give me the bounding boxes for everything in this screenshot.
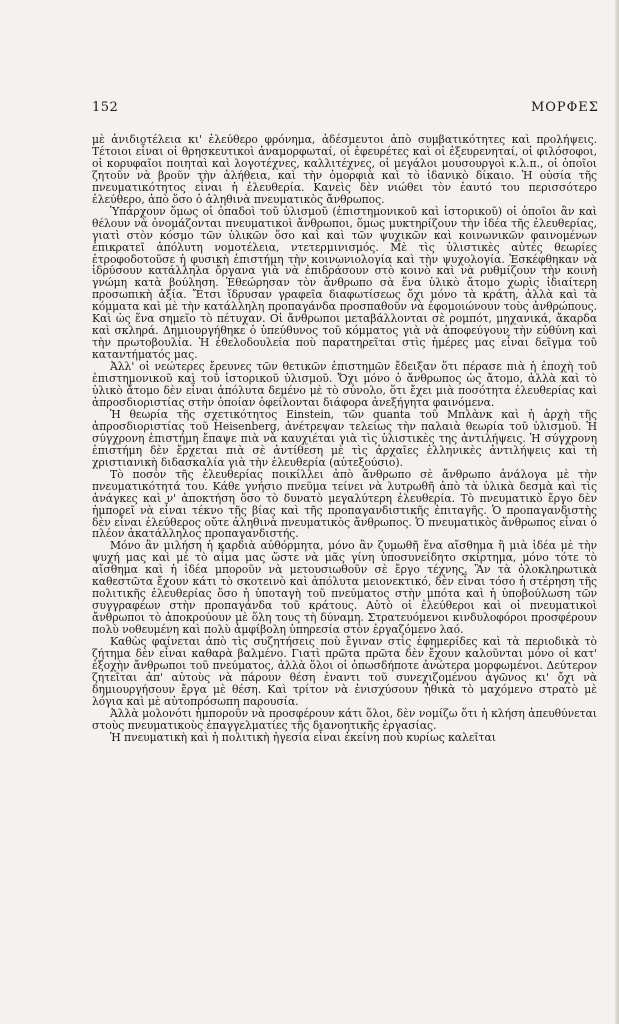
page-edge: [615, 0, 619, 1024]
running-head: ΜΟΡΦΕΣ: [530, 100, 599, 115]
paragraph: Καθὼς φαίνεται ἀπὸ τὶς συζητήσεις ποὺ ἔγιναν στὶς ἐφημερίδες καὶ τὰ περιοδικὰ τὸ ζήτημα δὲν εἶναι καθαρὰ βαλμένο. Γιατὶ πρῶτα πρῶτα δὲν ἔχουν καλοῦνται μόνο οἱ κατ' ἐξοχὴν ἄνθρωποι τοῦ πνεύματος, ἀλλὰ ὅλοι οἱ ὁπωσδήποτε ἀνώτερα μορφωμένοι. Δεύτερον ζητεῖται ἀπ' αὐτοὺς νὰ πάρουν θέση ἐναντι τοῦ συνεχιζομένου ἀγῶνος κι' ὄχι νὰ δημιουργήσουν ἔργα μὲ θέση. Καὶ τρίτον νὰ ἐνισχύσουν ἠθικὰ τὸ μαχόμενο στρατὸ μὲ λόγια καὶ μὲ αὐτοπρόσωπη παρουσία.: [92, 635, 597, 708]
page-number: 152: [92, 100, 119, 115]
paragraph: Ἡ πνευματικὴ καὶ ἡ πολιτικὴ ἡγεσία εἶναι ἐκείνη ποὺ κυρίως καλεῖται: [110, 730, 496, 744]
paragraph: Μόνο ἂν μιλήση ἡ καρδιὰ αὐθόρμητα, μόνο ἂν ζυμωθῆ ἕνα αἴσθημα ἢ μιὰ ἰδέα μὲ τὴν ψυχή μας καὶ μὲ τὸ αἷμα μας ὥστε νὰ μᾶς γίνη ὑποσυνείδητο σκίρτημα, μόνο τότε τὸ αἴσθημα καὶ ἡ ἰδέα μποροῦν νὰ μετουσιωθοῦν σὲ ἔργο τέχνης. Ἂν τὰ ὁλοκληρωτικὰ καθεστῶτα ἔχουν κάτι τὸ σκοτεινὸ καὶ ἀπόλυτα μειονεκτικό, δὲν εἶναι τόσο ἡ στέρηση τῆς πολιτικῆς ἐλευθερίας ὅσο ἡ ὑποταγὴ τοῦ πνεύματος στὴν μπότα καὶ ἡ ὑποβούλωση τῶν συγγραφέων στὴν προπαγάνδα τοῦ κράτους. Αὐτὸ οἱ ἐλεύθεροι καὶ οἱ πνευματικοὶ ἄνθρωποι τὸ ἀποκρούουν μὲ ὅλη τους τὴ δύναμη. Στρατευόμενοι κινδυλοφόροι προσφέρουν πολὺ νοθευμένη καὶ πολὺ ἀμφίβολη ὑπηρεσία στὸν ἐργαζόμενο λαό.: [92, 539, 597, 637]
paragraph: μὲ ἀνιδιοτέλεια κι' ἐλεύθερο φρόνημα, ἀδέσμευτοι ἀπὸ συμβατικότητες καὶ προλήψεις. Τέτοιοι εἶναι οἱ θρησκευτικοὶ ἀναμορφωταί, οἱ ἐφευρέτες καὶ οἱ ἐξευρενηταί, οἱ φιλόσοφοι, οἱ κορυφαῖοι ποιηταὶ καὶ λογοτέχνες, καλλιτέχνες, οἱ μεγάλοι μουσουργοὶ κ.λ.π., οἱ ὁποῖοι ζητοῦν νὰ βροῦν τὴν ἀλήθεια, καὶ τὴν ὀμορφιὰ καὶ τὸ ἰδανικὸ δίκαιο. Ἡ οὐσία τῆς πνευματικότητος εἶναι ἡ ἐλευθερία. Κανεὶς δὲν νιώθει τὸν ἑαυτό του περισσότερο ἐλεύθερο, ἀπὸ ὅσο ὁ ἀληθινὰ πνευματικὸς ἄνθρωπος.: [92, 133, 597, 206]
paragraph: Ἀλλ' οἱ νεώτερες ἔρευνες τῶν θετικῶν ἐπιστημῶν ἔδειξαν ὅτι πέρασε πιὰ ἡ ἐποχὴ τοῦ ἐπιστημονικοῦ καὶ τοῦ ἱστορικοῦ ὑλισμοῦ. Ὄχι μόνο ὁ ἄνθρωπος ὡς ἄτομο, ἀλλὰ καὶ τὸ ὑλικὸ ἄτομο δὲν εἶναι ἀπόλυτα δεμένο μὲ τὸ σύνολο, ὅτι ἔχει μιὰ ποσότητα ἐλευθερίας καὶ ἀπροσδιοριστίας στὴν ὁποίαν ὀφείλονται διάφορα ἀνεξήγητα φαινόμενα.: [92, 360, 597, 409]
paragraph: Τὸ ποσὸν τῆς ἐλευθερίας ποικίλλει ἀπὸ ἄνθρωπο σὲ ἄνθρωπο ἀνάλογα μὲ τὴν πνευματικότητά του. Κάθε γνήσιο πνεῦμα τείνει νὰ λυτρωθῆ ἀπὸ τὰ ὑλικὰ δεσμὰ καὶ τὶς ἀνάγκες καὶ ν' ἀποκτήση ὅσο τὸ δυνατὸ μεγαλύτερη ἐλευθερία. Τὸ πνευματικὸ ἔργο δὲν ἠμπορεῖ νὰ εἶναι τέκνο τῆς βίας καὶ τῆς προπαγανδιστικῆς ἐπιταγῆς. Ὁ προπαγανδιστὴς δὲν εἶναι ἐλεύθερος οὔτε ἀληθινὰ πνευματικὸς ἄνθρωπος. Ὁ πνευματικὸς ἄνθρωπος εἶναι ὁ πλέον ἀκατάλληλος προπαγανδιστής.: [92, 467, 597, 541]
paragraph: Ὑπάρχουν ὅμως οἱ ὀπαδοὶ τοῦ ὑλισμοῦ (ἐπιστημονικοῦ καὶ ἱστορικοῦ) οἱ ὁποῖοι ἂν καὶ θέλουν νὰ ὀνομάζονται πνευματικοὶ ἄνθρωποι, ὅμως μυκτηρίζουν τὴν ἰδέα τῆς ἐλευθερίας, γιατὶ στὸν κόσμο τῶν ὑλικῶν ὅσο καὶ καὶ τῶν ψυχικῶν καὶ κοινωνικῶν φαινομένων ἐπικρατεῖ ἀπόλυτη νομοτέλεια, ντετερμινισμός. Μὲ τὶς ὑλιστικὲς αὐτὲς θεωρίες ἐτροφοδοτοῦσε ἡ φυσικὴ ἐπιστήμη τὴν κοινωνιολογία καὶ τὴν ψυχολογία. Ἐσκέφθηκαν νὰ ἱδρύσουν κατάλληλα ὄργανα γιὰ νὰ ἐπιδράσουν στὸ κοινὸ καὶ νὰ ρυθμίζουν τὴν κοινὴ γνώμη κατὰ βούληση. Ἐθεώρησαν τὸν ἄνθρωπο σὰ ἕνα ὑλικὸ ἄτομο χωρὶς ἰδιαίτερη προσωπικὴ ἀξία. Ἔτσι ἵδρυσαν γραφεῖα διαφωτίσεως ὄχι μόνο τὰ κράτη, ἀλλὰ καὶ τὰ κόμματα καὶ μὲ τὴν κατάλληλη προπαγάνδα προσπαθοῦν νὰ ἐφομοιώνουν τοὺς ἀνθρώπους. Καὶ ὡς ἕνα σημεῖο τὸ πέτυχαν. Οἱ ἄνθρωποι μεταβάλλονται σὲ ρομπότ, μηχανικά, ἄκαρδα καὶ σκληρά. Δημιουργήθηκε ὁ ὑπεύθυνος τοῦ κόμματος γιὰ νὰ ἀποφεύγουν τὴν εὐθύνη καὶ τὴν πρωτοβουλία. Ἡ ἐθελοδουλεία ποὺ παρατηρεῖται στὶς ἡμέρες μας εἶναι δεῖγμα τοῦ καταντήματός μας.: [92, 204, 597, 362]
paragraph: Ἀλλὰ μολονότι ἠμποροῦν νὰ προσφέρουν κάτι ὅλοι, δὲν νομίζω ὅτι ἡ κλήση ἀπευθύνεται στοὺς πνευματικοὺς ἐπαγγελματίες τῆς διανοητικῆς ἐργασίας.: [92, 706, 597, 732]
body-text: [92, 134, 597, 744]
paragraph: Ἡ θεωρία τῆς σχετικότητος Einstein, τῶν quanta τοῦ Μπλὰνκ καὶ ἡ ἀρχὴ τῆς ἀπροσδιοριστίας τοῦ Heisenberg, ἀνέτρεψαν τελείως τὴν παλαιὰ θεωρία τοῦ ὑλισμοῦ. Ἡ σύγχρονη ἐπιστήμη ἔπαψε πιὰ νὰ καυχιέται γιὰ τὶς ὑλιστικὲς της ἀντιλήψεις. Ἡ σύγχρονη ἐπιστήμη δὲν ἔρχεται πιὰ σὲ ἀντίθεση μὲ τὶς ἀρχαῖες ἑλληνικὲς ἀντιλήψεις καὶ τὴ χριστιανικὴ διδασκαλία γιὰ τὴν ἐλευθερία (αὐτεξούσιο).: [92, 407, 597, 469]
